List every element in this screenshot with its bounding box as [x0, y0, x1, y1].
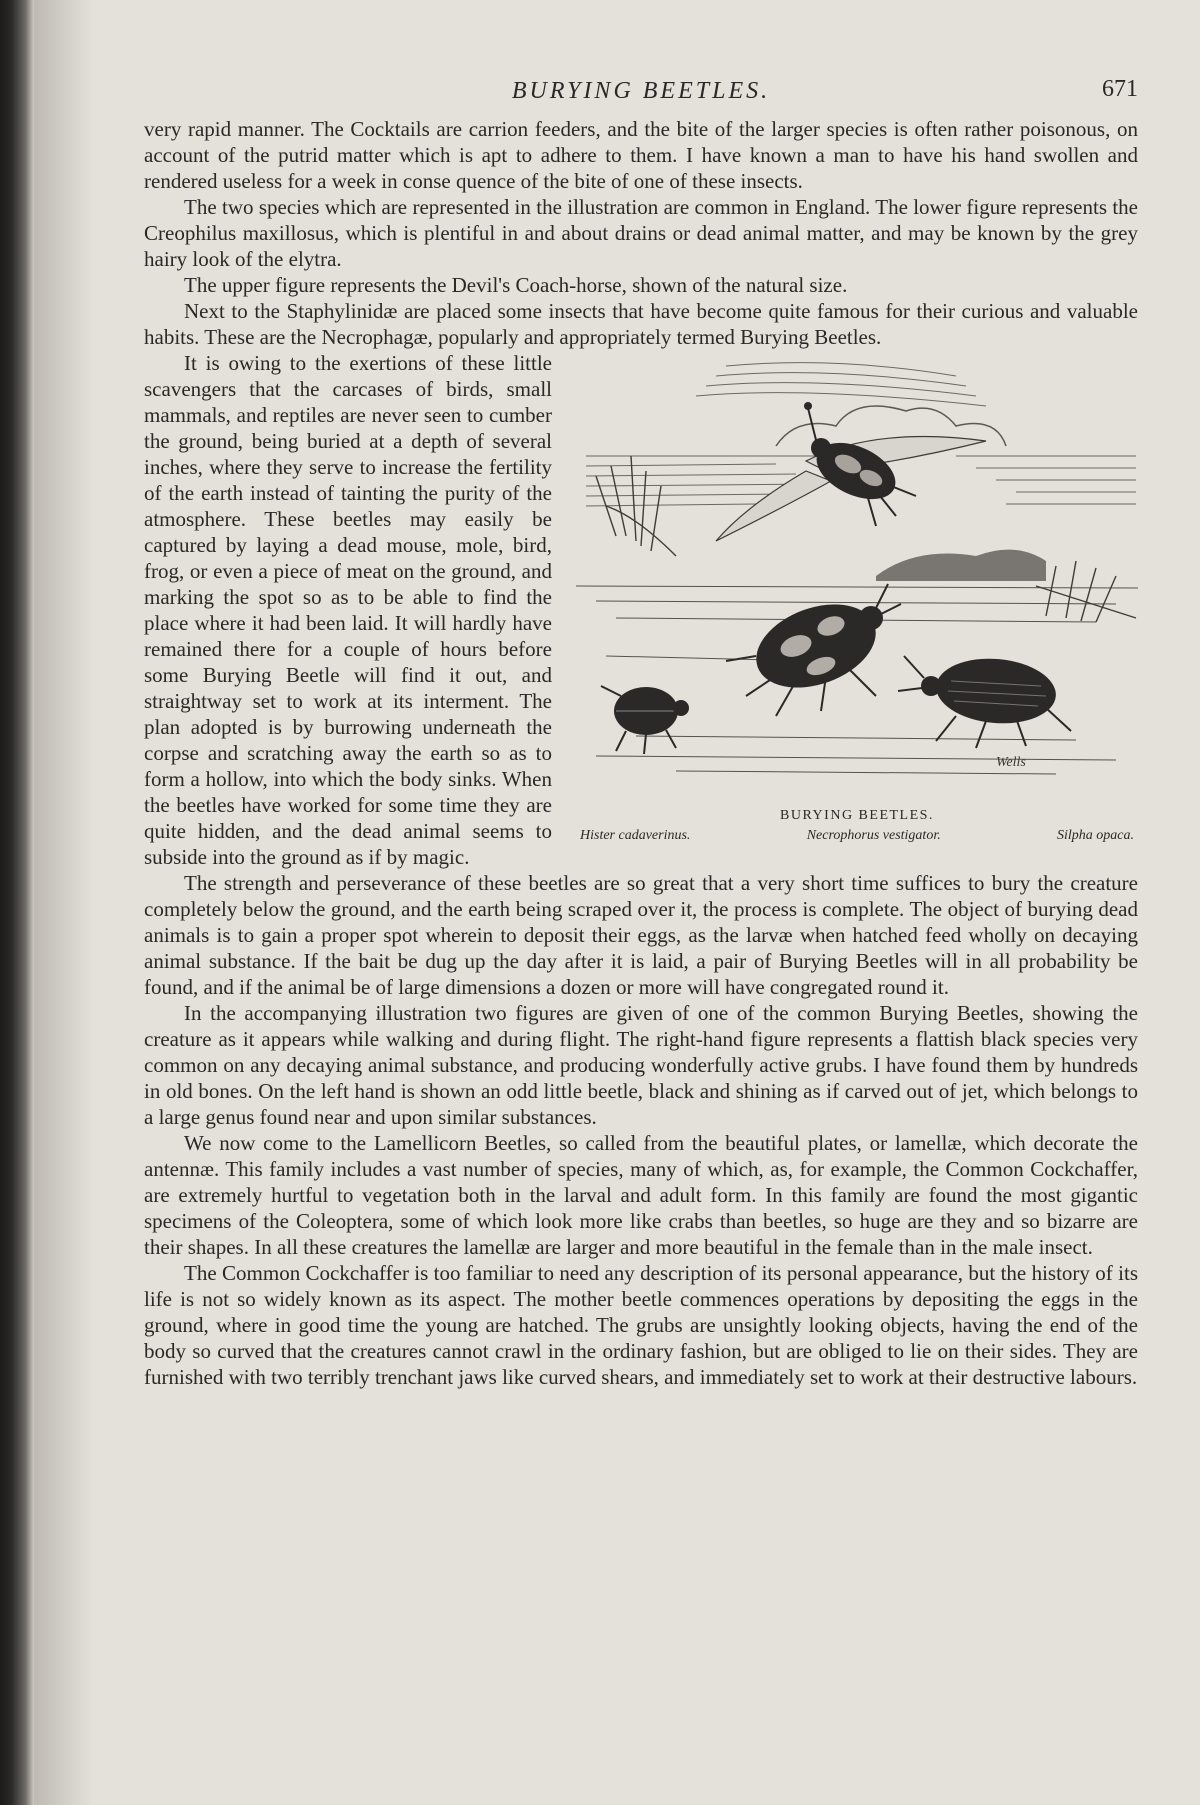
paragraph-7: In the accompanying illustration two figures are given of one of the common Burying Beetles, showing the creature as it appears while walking and during flight. The right-hand figure represents a flattish black species very common on any decaying animal substance, and producing wonderfully active grubs. I have found them by hundreds in old bones. On the left hand is shown an odd little beetle, black and shining as if carved out of jet, which belongs to a large genus found near and upon similar substances.	[144, 1001, 1138, 1129]
paragraph-5: It is owing to the exertions of these little scavengers that the carcases of birds, small mammals, and reptiles are never seen to cumber the ground, being buried at a depth of several inches, where they serve to increase the fertility of the earth instead of tainting the purity of the atmosphere. These beetles may easily be captured by laying a dead mouse, mole, bird, frog, or even a piece of meat on the ground, and marking the spot so as to be able to find the place where it had been laid. It will hardly have remained there for a couple of hours before some Burying Beetle will find it out, and straightway set to work at its interment. The plan adopted is by burrowing underneath the corpse and scratching away the earth so as to form a hollow, into which the body sinks. When the beetles have worked for some time they are quite hidden, and the dead animal seems to subside into the ground as if by magic.	[144, 351, 552, 869]
beetles-engraving	[576, 356, 1138, 806]
engraver-signature: Wells	[996, 755, 1026, 770]
book-page	[144, 70, 1138, 1390]
label-silpha: Silpha opaca.	[1056, 828, 1134, 843]
label-hister: Hister cadaverinus.	[580, 828, 691, 843]
paragraph-2: The two species which are represented in the illustration are common in England. The lower figure represents the Creophilus maxillosus, which is plentiful in and about drains or dead animal matter, and may be known by the grey hairy look of the elytra.	[144, 195, 1138, 271]
running-head	[144, 70, 1138, 110]
figure-caption: BURYING BEETLES.	[780, 808, 934, 823]
paragraph-9: The Common Cockchaffer is too familiar to need any description of its personal appearance, but the history of its life is not so widely known as its aspect. The mother beetle commences operations by depositing the eggs in the ground, where in good time the young are hatched. The grubs are unsightly looking objects, having the end of the body so curved that the creatures cannot crawl in the ordinary fashion, but are obliged to lie on their sides. They are furnished with two terribly trenchant jaws like curved shears, and immediately set to work at their destructive labours.	[144, 1261, 1138, 1389]
paragraph-4: Next to the Staphylinidæ are placed some insects that have become quite famous for their curious and valuable habits. These are the Necrophagæ, popularly and appropriately termed Burying Beetles.	[144, 299, 1138, 349]
paragraph-6: The strength and perseverance of these beetles are so great that a very short time suffices to bury the creature completely below the ground, and the earth being scraped over it, the process is complete. The object of burying dead animals is to gain a proper spot wherein to deposit their eggs, as the larvæ when hatched feed wholly on decaying animal substance. If the bait be dug up the day after it is laid, a pair of Burying Beetles will in all probability be found, and if the animal be of large dimensions a dozen or more will have congregated round it.	[144, 871, 1138, 999]
book-spine-shadow	[0, 0, 34, 1805]
figure-species-labels	[576, 828, 1138, 844]
paragraph-1: very rapid manner. The Cocktails are carrion feeders, and the bite of the larger species is often rather poisonous, on account of the putrid matter which is apt to adhere to them. I have known a man to have his hand swollen and rendered useless for a week in conse quence of the bite of one of these insects.	[144, 117, 1138, 193]
paragraph-8: We now come to the Lamellicorn Beetles, so called from the beautiful plates, or lamellæ, which decorate the antennæ. This family includes a vast number of species, many of which, as, for example, the Common Cockchaffer, are extremely hurtful to vegetation both in the larval and adult form. In this family are found the most gigantic specimens of the Coleoptera, some of which look more like crabs than beetles, so huge are they and so bizarre are their shapes. In all these creatures the lamellæ are larger and more beautiful in the female than in the male insect.	[144, 1131, 1138, 1259]
paragraph-3: The upper figure represents the Devil's Coach-horse, shown of the natural size.	[184, 273, 848, 297]
gutter-shade	[34, 0, 94, 1805]
running-title: BURYING BEETLES.	[511, 78, 771, 104]
page-number: 671	[1102, 76, 1138, 102]
burying-beetles-figure	[576, 356, 1138, 844]
label-necrophorus: Necrophorus vestigator.	[806, 828, 941, 843]
